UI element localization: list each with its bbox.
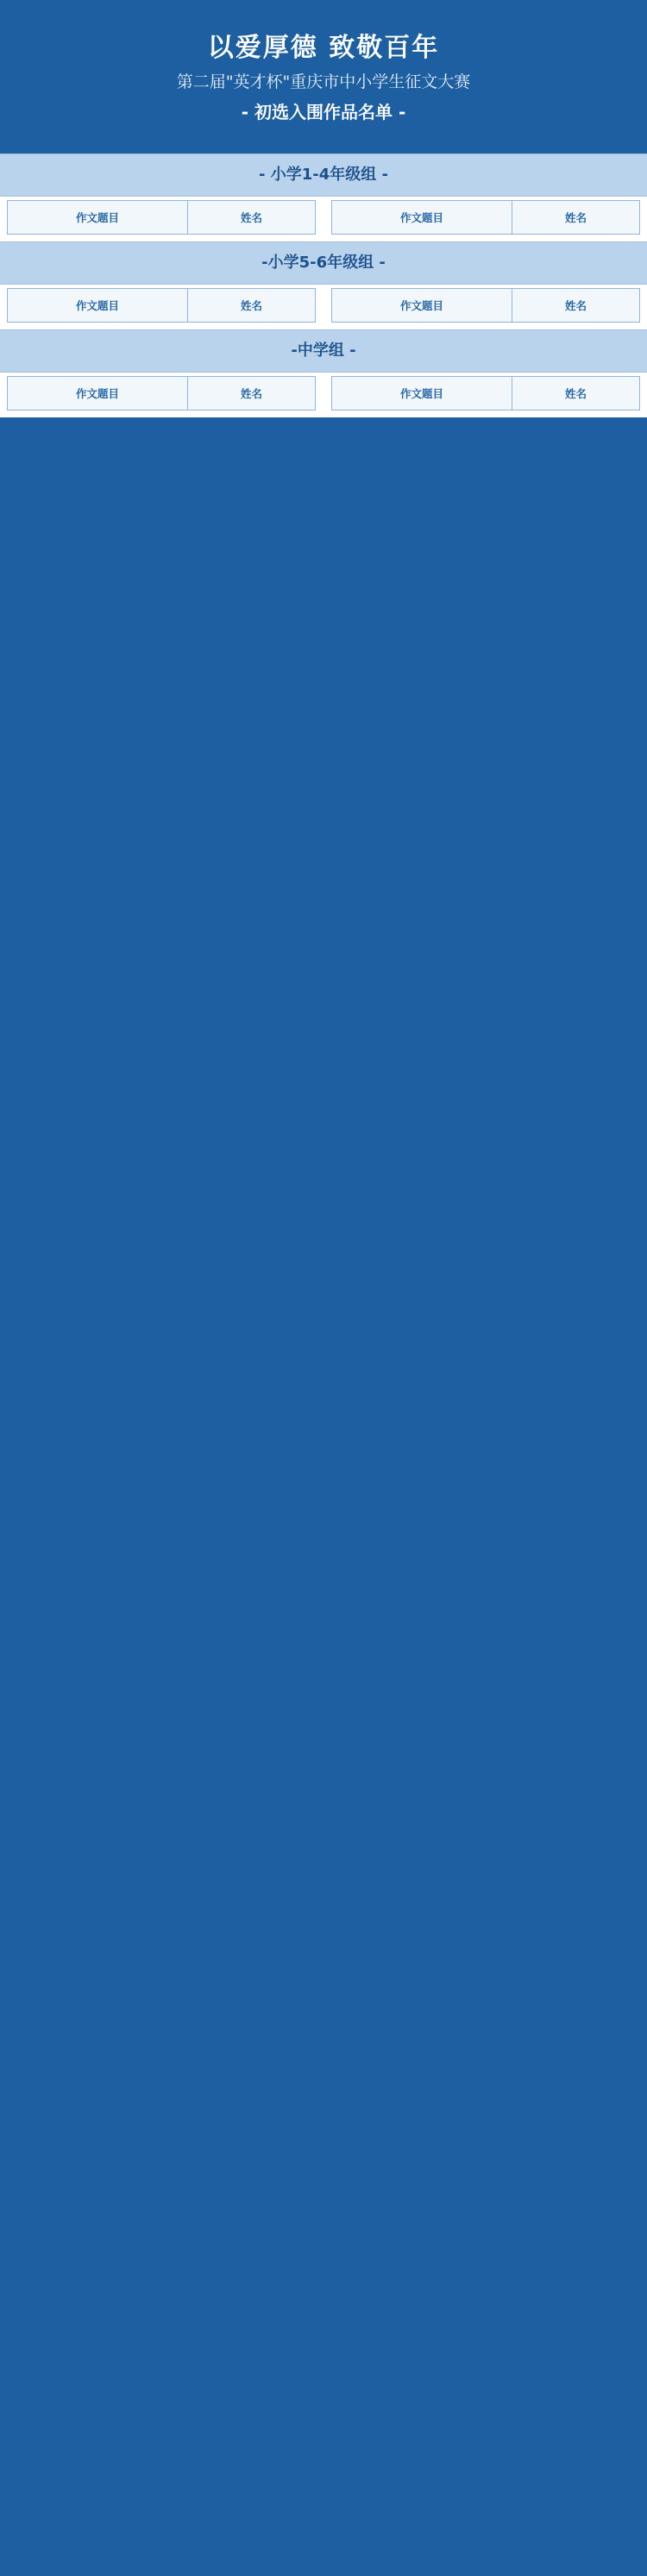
column-header-title: 作文题目 — [332, 377, 512, 411]
entries-table-right — [331, 288, 640, 323]
group-section — [0, 241, 647, 329]
column-header-title: 作文题目 — [332, 201, 512, 235]
column-header-name: 姓名 — [512, 377, 640, 411]
list-title: - 初选入围作品名单 - — [241, 102, 406, 122]
table-header-row — [8, 289, 316, 323]
entries-table-right — [331, 200, 640, 235]
table-header-row — [332, 377, 640, 411]
column-header-title: 作文题目 — [8, 289, 188, 323]
table-header-row — [332, 289, 640, 323]
group-section — [0, 154, 647, 241]
group-title: -中学组 - — [0, 329, 647, 373]
column-header-title: 作文题目 — [8, 377, 188, 411]
page-title: 以爱厚德 致敬百年 — [207, 33, 440, 63]
group-section — [0, 329, 647, 417]
table-header-row — [8, 377, 316, 411]
column-header-title: 作文题目 — [332, 289, 512, 323]
column-header-name: 姓名 — [512, 201, 640, 235]
column-header-name: 姓名 — [188, 201, 316, 235]
entries-table-left — [7, 200, 316, 235]
page-header — [0, 0, 647, 154]
column-header-name: 姓名 — [188, 377, 316, 411]
table-header-row — [8, 201, 316, 235]
group-title: -小学5-6年级组 - — [0, 241, 647, 285]
column-header-name: 姓名 — [188, 289, 316, 323]
entries-table-right — [331, 376, 640, 411]
entries-table-left — [7, 288, 316, 323]
column-header-name: 姓名 — [512, 289, 640, 323]
page-subtitle: 第二届"英才杯"重庆市中小学生征文大赛 — [176, 72, 471, 91]
entries-table-left — [7, 376, 316, 411]
column-header-title: 作文题目 — [8, 201, 188, 235]
group-title: - 小学1-4年级组 - — [0, 154, 647, 197]
table-header-row — [332, 201, 640, 235]
